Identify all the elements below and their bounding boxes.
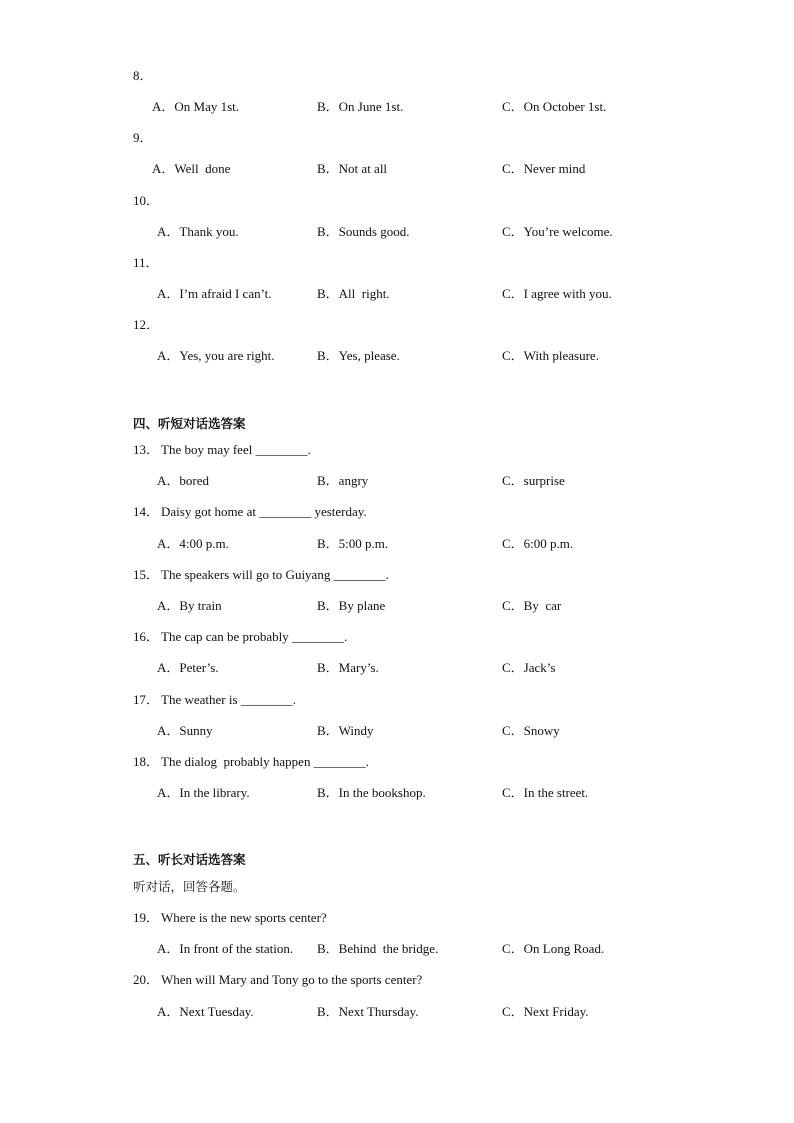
q16-option-c: C．Jack’s <box>502 660 556 675</box>
q16-option-a: A．Peter’s. <box>157 660 219 675</box>
q9-option-a: A．Well done <box>152 161 231 176</box>
section-5-title: 五、听长对话选答案 <box>133 852 246 867</box>
q10-option-b: B．Sounds good. <box>317 224 410 239</box>
q12-option-a: A．Yes, you are right. <box>157 348 275 363</box>
q17-option-b: B．Windy <box>317 723 374 738</box>
question-14-number: 14． <box>133 504 160 519</box>
question-13-stem: The boy may feel ________. <box>161 442 311 457</box>
question-17-stem: The weather is ________. <box>161 692 297 707</box>
q18-option-a: A．In the library. <box>157 785 250 800</box>
q19-option-c: C．On Long Road. <box>502 941 605 956</box>
q9-option-b: B．Not at all <box>317 161 388 176</box>
q10-option-a: A．Thank you. <box>157 224 239 239</box>
section-5-instruction: 听对话，回答各题。 <box>133 879 246 894</box>
q15-option-c: C．By car <box>502 598 562 613</box>
question-9-number: 9． <box>133 130 153 145</box>
q19-option-b: B．Behind the bridge. <box>317 941 439 956</box>
q20-option-c: C．Next Friday. <box>502 1004 589 1019</box>
q8-option-b: B．On June 1st. <box>317 99 404 114</box>
q19-option-a: A．In front of the station. <box>157 941 294 956</box>
question-18-number: 18． <box>133 754 160 769</box>
question-20-stem: When will Mary and Tony go to the sports center? <box>161 972 423 987</box>
q20-option-a: A．Next Tuesday. <box>157 1004 254 1019</box>
question-13-number: 13． <box>133 442 160 457</box>
q17-option-a: A．Sunny <box>157 723 213 738</box>
question-17-number: 17． <box>133 692 160 707</box>
question-15-stem: The speakers will go to Guiyang ________. <box>161 567 389 582</box>
question-20-number: 20． <box>133 972 160 987</box>
q14-option-b: B．5:00 p.m. <box>317 536 389 551</box>
q14-option-c: C．6:00 p.m. <box>502 536 574 551</box>
q11-option-c: C．I agree with you. <box>502 286 612 301</box>
q15-option-b: B．By plane <box>317 598 386 613</box>
question-15-number: 15． <box>133 567 160 582</box>
q16-option-b: B．Mary’s. <box>317 660 379 675</box>
q18-option-c: C．In the street. <box>502 785 589 800</box>
q10-option-c: C．You’re welcome. <box>502 224 613 239</box>
q8-option-c: C．On October 1st. <box>502 99 607 114</box>
question-16-stem: The cap can be probably ________. <box>161 629 348 644</box>
q12-option-b: B．Yes, please. <box>317 348 400 363</box>
q11-option-b: B．All right. <box>317 286 390 301</box>
q12-option-c: C．With pleasure. <box>502 348 599 363</box>
question-19-number: 19． <box>133 910 160 925</box>
question-8-number: 8． <box>133 68 153 83</box>
question-10-number: 10． <box>133 193 160 208</box>
question-18-stem: The dialog probably happen ________. <box>161 754 369 769</box>
question-11-number: 11． <box>133 255 159 270</box>
q14-option-a: A．4:00 p.m. <box>157 536 229 551</box>
q17-option-c: C．Snowy <box>502 723 560 738</box>
q13-option-b: B．angry <box>317 473 369 488</box>
question-12-number: 12． <box>133 317 160 332</box>
q15-option-a: A．By train <box>157 598 222 613</box>
question-14-stem: Daisy got home at ________ yesterday. <box>161 504 367 519</box>
q9-option-c: C．Never mind <box>502 161 586 176</box>
question-16-number: 16． <box>133 629 160 644</box>
q18-option-b: B．In the bookshop. <box>317 785 426 800</box>
q8-option-a: A．On May 1st. <box>152 99 240 114</box>
q20-option-b: B．Next Thursday. <box>317 1004 419 1019</box>
q13-option-c: C．surprise <box>502 473 565 488</box>
question-19-stem: Where is the new sports center? <box>161 910 327 925</box>
section-4-title: 四、听短对话选答案 <box>133 416 246 431</box>
q13-option-a: A．bored <box>157 473 209 488</box>
q11-option-a: A．I’m afraid I can’t. <box>157 286 272 301</box>
